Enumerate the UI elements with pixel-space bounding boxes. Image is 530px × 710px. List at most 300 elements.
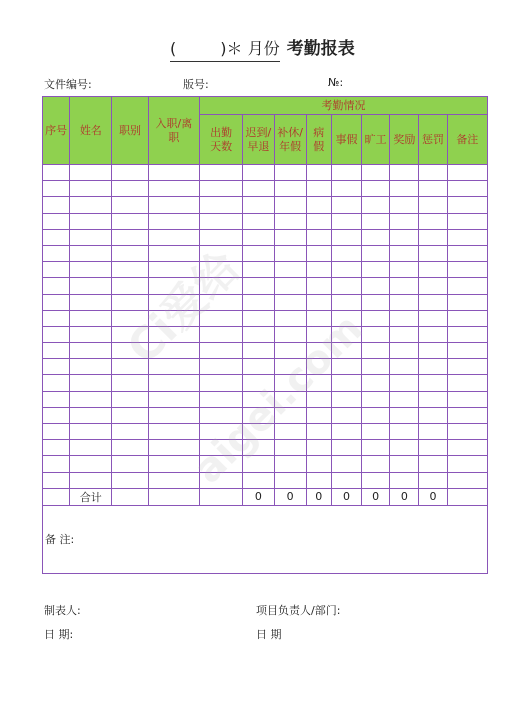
table-cell[interactable] (112, 181, 148, 197)
remark-cell[interactable] (43, 505, 488, 573)
table-cell[interactable] (362, 456, 390, 472)
table-cell[interactable] (43, 391, 70, 407)
table-cell[interactable] (390, 294, 419, 310)
report-name: 考勤报表 (286, 39, 355, 59)
table-cell[interactable] (362, 440, 390, 456)
table-cell[interactable] (148, 391, 199, 407)
total-sick-leave: 0 (306, 488, 331, 505)
table-cell[interactable] (306, 294, 331, 310)
table-cell[interactable] (200, 262, 243, 278)
table-cell[interactable] (274, 343, 306, 359)
table-cell[interactable] (390, 181, 419, 197)
table-cell[interactable] (243, 391, 274, 407)
table-cell[interactable] (419, 472, 447, 488)
table-cell[interactable] (331, 391, 361, 407)
table-cell[interactable] (274, 213, 306, 229)
table-cell[interactable] (362, 359, 390, 375)
table-cell[interactable] (447, 472, 487, 488)
table-cell[interactable] (447, 343, 487, 359)
table-cell[interactable] (148, 181, 199, 197)
table-cell[interactable] (419, 245, 447, 261)
table-cell[interactable] (112, 229, 148, 245)
col-penalty: 惩罚 (419, 115, 447, 165)
table-cell[interactable] (390, 375, 419, 391)
table-cell[interactable] (43, 343, 70, 359)
table-cell[interactable] (200, 213, 243, 229)
table-cell[interactable] (419, 197, 447, 213)
table-cell[interactable] (274, 245, 306, 261)
table-cell[interactable] (43, 472, 70, 488)
table-cell[interactable] (331, 181, 361, 197)
table-cell[interactable] (447, 262, 487, 278)
table-cell[interactable] (306, 181, 331, 197)
table-cell[interactable] (112, 440, 148, 456)
table-cell[interactable] (274, 294, 306, 310)
table-cell[interactable] (447, 310, 487, 326)
table-cell[interactable] (274, 424, 306, 440)
watermark-text-2: aigei.com (185, 305, 372, 493)
table-cell[interactable] (274, 472, 306, 488)
total-penalty: 0 (419, 488, 447, 505)
table-cell[interactable] (447, 165, 487, 181)
table-cell[interactable] (274, 197, 306, 213)
table-cell[interactable] (306, 407, 331, 423)
table-cell[interactable] (390, 165, 419, 181)
table-cell[interactable] (43, 424, 70, 440)
table-cell[interactable] (362, 278, 390, 294)
table-cell[interactable] (390, 456, 419, 472)
table-cell[interactable] (70, 359, 112, 375)
table-cell[interactable] (200, 278, 243, 294)
table-cell[interactable] (331, 343, 361, 359)
table-row (43, 456, 488, 472)
table-cell[interactable] (390, 326, 419, 342)
table-cell[interactable] (148, 456, 199, 472)
table-cell[interactable] (43, 375, 70, 391)
table-body (43, 165, 488, 489)
table-row (43, 181, 488, 197)
table-cell[interactable] (200, 197, 243, 213)
table-cell[interactable] (70, 456, 112, 472)
table-cell[interactable] (331, 165, 361, 181)
table-cell[interactable] (243, 197, 274, 213)
header-row-1 (43, 97, 488, 115)
table-cell[interactable] (390, 213, 419, 229)
table-cell[interactable] (243, 294, 274, 310)
table-cell[interactable] (43, 245, 70, 261)
table-cell[interactable] (390, 278, 419, 294)
table-cell[interactable] (43, 440, 70, 456)
table-cell[interactable] (306, 456, 331, 472)
table-cell[interactable] (274, 310, 306, 326)
table-cell[interactable] (243, 326, 274, 342)
table-cell[interactable] (362, 310, 390, 326)
table-cell[interactable] (200, 326, 243, 342)
table-cell[interactable] (70, 229, 112, 245)
table-cell[interactable] (70, 326, 112, 342)
table-cell[interactable] (419, 424, 447, 440)
table-cell[interactable] (331, 326, 361, 342)
table-cell[interactable] (243, 262, 274, 278)
table-cell[interactable] (447, 407, 487, 423)
total-cell[interactable] (200, 488, 243, 505)
table-cell[interactable] (362, 424, 390, 440)
col-name: 姓名 (70, 97, 112, 165)
table-cell[interactable] (390, 391, 419, 407)
table-cell[interactable] (447, 456, 487, 472)
table-cell[interactable] (331, 359, 361, 375)
table-cell[interactable] (200, 245, 243, 261)
table-cell[interactable] (70, 343, 112, 359)
table-cell[interactable] (70, 375, 112, 391)
table-cell[interactable] (390, 343, 419, 359)
table-cell[interactable] (362, 343, 390, 359)
table-cell[interactable] (200, 391, 243, 407)
table-cell[interactable] (419, 391, 447, 407)
table-cell[interactable] (447, 229, 487, 245)
close-paren-star: )＊ (220, 39, 243, 58)
table-cell[interactable] (331, 456, 361, 472)
total-cell[interactable] (447, 488, 487, 505)
table-cell[interactable] (447, 440, 487, 456)
table-cell[interactable] (362, 213, 390, 229)
table-cell[interactable] (148, 278, 199, 294)
table-cell[interactable] (200, 375, 243, 391)
table-cell[interactable] (43, 310, 70, 326)
table-cell[interactable] (148, 440, 199, 456)
table-cell[interactable] (112, 359, 148, 375)
month-blank (170, 36, 280, 62)
remark-label: 备 注: (45, 533, 75, 547)
table-cell[interactable] (274, 440, 306, 456)
table-cell[interactable] (362, 262, 390, 278)
table-cell[interactable] (148, 472, 199, 488)
total-cell[interactable] (148, 488, 199, 505)
table-cell[interactable] (274, 456, 306, 472)
table-cell[interactable] (274, 278, 306, 294)
table-cell[interactable] (419, 375, 447, 391)
table-cell[interactable] (148, 424, 199, 440)
table-cell[interactable] (70, 181, 112, 197)
table-cell[interactable] (306, 197, 331, 213)
table-cell[interactable] (306, 375, 331, 391)
table-cell[interactable] (419, 440, 447, 456)
table-cell[interactable] (331, 278, 361, 294)
table-cell[interactable] (362, 294, 390, 310)
table-cell[interactable] (306, 165, 331, 181)
table-cell[interactable] (148, 375, 199, 391)
table-cell[interactable] (243, 310, 274, 326)
table-cell[interactable] (70, 391, 112, 407)
table-cell[interactable] (447, 278, 487, 294)
table-cell[interactable] (243, 375, 274, 391)
table-cell[interactable] (306, 245, 331, 261)
table-cell[interactable] (419, 213, 447, 229)
table-cell[interactable] (419, 407, 447, 423)
table-cell[interactable] (306, 440, 331, 456)
table-row (43, 424, 488, 440)
table-cell[interactable] (390, 229, 419, 245)
table-cell[interactable] (112, 343, 148, 359)
table-cell[interactable] (362, 472, 390, 488)
table-cell[interactable] (200, 343, 243, 359)
table-cell[interactable] (112, 294, 148, 310)
table-cell[interactable] (70, 294, 112, 310)
table-cell[interactable] (200, 424, 243, 440)
table-cell[interactable] (148, 310, 199, 326)
table-cell[interactable] (306, 278, 331, 294)
table-cell[interactable] (43, 294, 70, 310)
table-cell[interactable] (306, 391, 331, 407)
table-cell[interactable] (419, 456, 447, 472)
version-label: 版号: (183, 78, 209, 91)
table-cell[interactable] (419, 294, 447, 310)
table-cell[interactable] (70, 262, 112, 278)
table-cell[interactable] (419, 229, 447, 245)
table-cell[interactable] (148, 262, 199, 278)
table-cell[interactable] (362, 375, 390, 391)
table-cell[interactable] (43, 278, 70, 294)
table-cell[interactable] (112, 262, 148, 278)
table-cell[interactable] (243, 472, 274, 488)
table-cell[interactable] (390, 310, 419, 326)
table-cell[interactable] (419, 181, 447, 197)
table-cell[interactable] (148, 407, 199, 423)
table-cell[interactable] (243, 407, 274, 423)
table-cell[interactable] (43, 197, 70, 213)
table-cell[interactable] (200, 294, 243, 310)
table-cell[interactable] (306, 262, 331, 278)
table-cell[interactable] (390, 440, 419, 456)
table-cell[interactable] (148, 343, 199, 359)
table-cell[interactable] (274, 359, 306, 375)
table-cell[interactable] (306, 229, 331, 245)
table-cell[interactable] (243, 359, 274, 375)
table-cell[interactable] (331, 407, 361, 423)
table-cell[interactable] (447, 391, 487, 407)
preparer-label: 制表人: (44, 604, 81, 617)
table-cell[interactable] (70, 440, 112, 456)
table-cell[interactable] (274, 375, 306, 391)
table-cell[interactable] (200, 181, 243, 197)
table-cell[interactable] (306, 472, 331, 488)
table-row (43, 375, 488, 391)
table-cell[interactable] (243, 245, 274, 261)
table-cell[interactable] (112, 391, 148, 407)
table-cell[interactable] (200, 310, 243, 326)
col-serial: 序号 (43, 97, 70, 165)
table-row (43, 197, 488, 213)
table-cell[interactable] (70, 310, 112, 326)
table-cell[interactable] (200, 165, 243, 181)
table-cell[interactable] (243, 278, 274, 294)
table-cell[interactable] (447, 359, 487, 375)
table-cell[interactable] (306, 326, 331, 342)
table-cell[interactable] (70, 165, 112, 181)
col-personal-leave: 事假 (331, 115, 361, 165)
table-cell[interactable] (362, 245, 390, 261)
attendance-table (42, 96, 488, 574)
table-row (43, 326, 488, 342)
table-cell[interactable] (274, 326, 306, 342)
table-cell[interactable] (112, 375, 148, 391)
table-cell[interactable] (447, 181, 487, 197)
table-cell[interactable] (390, 197, 419, 213)
total-cell[interactable] (112, 488, 148, 505)
table-cell[interactable] (447, 294, 487, 310)
table-cell[interactable] (447, 213, 487, 229)
table-cell[interactable] (200, 472, 243, 488)
table-cell[interactable] (43, 165, 70, 181)
table-cell[interactable] (243, 181, 274, 197)
table-cell[interactable] (243, 165, 274, 181)
table-cell[interactable] (112, 310, 148, 326)
table-cell[interactable] (148, 359, 199, 375)
table-cell[interactable] (243, 456, 274, 472)
table-cell[interactable] (70, 407, 112, 423)
table-cell[interactable] (148, 213, 199, 229)
table-cell[interactable] (306, 310, 331, 326)
report-title (170, 34, 355, 64)
table-cell[interactable] (43, 359, 70, 375)
table-cell[interactable] (447, 375, 487, 391)
table-cell[interactable] (112, 213, 148, 229)
table-cell[interactable] (112, 278, 148, 294)
table-cell[interactable] (362, 407, 390, 423)
table-cell[interactable] (306, 359, 331, 375)
table-cell[interactable] (362, 165, 390, 181)
table-cell[interactable] (43, 456, 70, 472)
table-cell[interactable] (148, 326, 199, 342)
total-personal-leave: 0 (331, 488, 361, 505)
table-cell[interactable] (112, 165, 148, 181)
table-cell[interactable] (112, 407, 148, 423)
table-cell[interactable] (112, 472, 148, 488)
table-cell[interactable] (243, 424, 274, 440)
table-cell[interactable] (306, 343, 331, 359)
table-cell[interactable] (390, 262, 419, 278)
table-cell[interactable] (112, 424, 148, 440)
table-cell[interactable] (362, 197, 390, 213)
table-cell[interactable] (419, 165, 447, 181)
table-cell[interactable] (70, 245, 112, 261)
table-cell[interactable] (112, 197, 148, 213)
table-cell[interactable] (70, 278, 112, 294)
table-cell[interactable] (390, 407, 419, 423)
table-cell[interactable] (419, 359, 447, 375)
table-cell[interactable] (148, 197, 199, 213)
table-row (43, 391, 488, 407)
table-cell[interactable] (112, 326, 148, 342)
table-cell[interactable] (306, 424, 331, 440)
number-label: №: (328, 76, 344, 89)
table-cell[interactable] (70, 197, 112, 213)
table-cell[interactable] (148, 245, 199, 261)
table-cell[interactable] (331, 213, 361, 229)
table-cell[interactable] (274, 165, 306, 181)
table-cell[interactable] (331, 197, 361, 213)
table-cell[interactable] (274, 407, 306, 423)
table-cell[interactable] (419, 278, 447, 294)
table-cell[interactable] (200, 456, 243, 472)
table-cell[interactable] (70, 472, 112, 488)
table-cell[interactable] (200, 440, 243, 456)
table-cell[interactable] (43, 213, 70, 229)
table-cell[interactable] (43, 181, 70, 197)
table-cell[interactable] (390, 424, 419, 440)
table-cell[interactable] (43, 407, 70, 423)
table-cell[interactable] (390, 359, 419, 375)
table-row (43, 310, 488, 326)
table-cell[interactable] (390, 245, 419, 261)
table-cell[interactable] (419, 262, 447, 278)
table-cell[interactable] (362, 391, 390, 407)
table-cell[interactable] (148, 294, 199, 310)
table-cell[interactable] (447, 424, 487, 440)
total-reward: 0 (390, 488, 419, 505)
table-cell[interactable] (243, 343, 274, 359)
table-cell[interactable] (331, 229, 361, 245)
table-cell[interactable] (274, 181, 306, 197)
table-cell[interactable] (419, 343, 447, 359)
date-label-left: 日 期: (44, 628, 74, 641)
table-cell[interactable] (362, 229, 390, 245)
table-cell[interactable] (331, 424, 361, 440)
table-cell[interactable] (362, 181, 390, 197)
table-cell[interactable] (331, 472, 361, 488)
table-cell[interactable] (200, 407, 243, 423)
table-cell[interactable] (43, 326, 70, 342)
table-cell[interactable] (243, 229, 274, 245)
table-cell[interactable] (274, 229, 306, 245)
table-cell[interactable] (112, 245, 148, 261)
table-cell[interactable] (70, 213, 112, 229)
table-cell[interactable] (419, 326, 447, 342)
table-row (43, 245, 488, 261)
table-cell[interactable] (243, 440, 274, 456)
table-cell[interactable] (362, 326, 390, 342)
table-cell[interactable] (43, 262, 70, 278)
table-cell[interactable] (274, 262, 306, 278)
table-cell[interactable] (274, 391, 306, 407)
table-cell[interactable] (112, 456, 148, 472)
col-reward: 奖励 (390, 115, 419, 165)
table-cell[interactable] (331, 245, 361, 261)
table-cell[interactable] (200, 229, 243, 245)
table-cell[interactable] (331, 440, 361, 456)
table-cell[interactable] (43, 229, 70, 245)
table-cell[interactable] (331, 294, 361, 310)
table-cell[interactable] (331, 262, 361, 278)
table-cell[interactable] (390, 472, 419, 488)
total-cell[interactable] (43, 488, 70, 505)
table-cell[interactable] (200, 359, 243, 375)
table-cell[interactable] (331, 310, 361, 326)
table-cell[interactable] (331, 375, 361, 391)
table-cell[interactable] (447, 197, 487, 213)
table-cell[interactable] (148, 229, 199, 245)
date-label-right: 日 期 (256, 628, 282, 641)
table-cell[interactable] (447, 245, 487, 261)
table-cell[interactable] (70, 424, 112, 440)
table-cell[interactable] (306, 213, 331, 229)
group-attendance: 考勤情况 (200, 97, 488, 115)
table-cell[interactable] (447, 326, 487, 342)
table-cell[interactable] (419, 310, 447, 326)
table-row (43, 262, 488, 278)
table-cell[interactable] (243, 213, 274, 229)
table-cell[interactable] (148, 165, 199, 181)
